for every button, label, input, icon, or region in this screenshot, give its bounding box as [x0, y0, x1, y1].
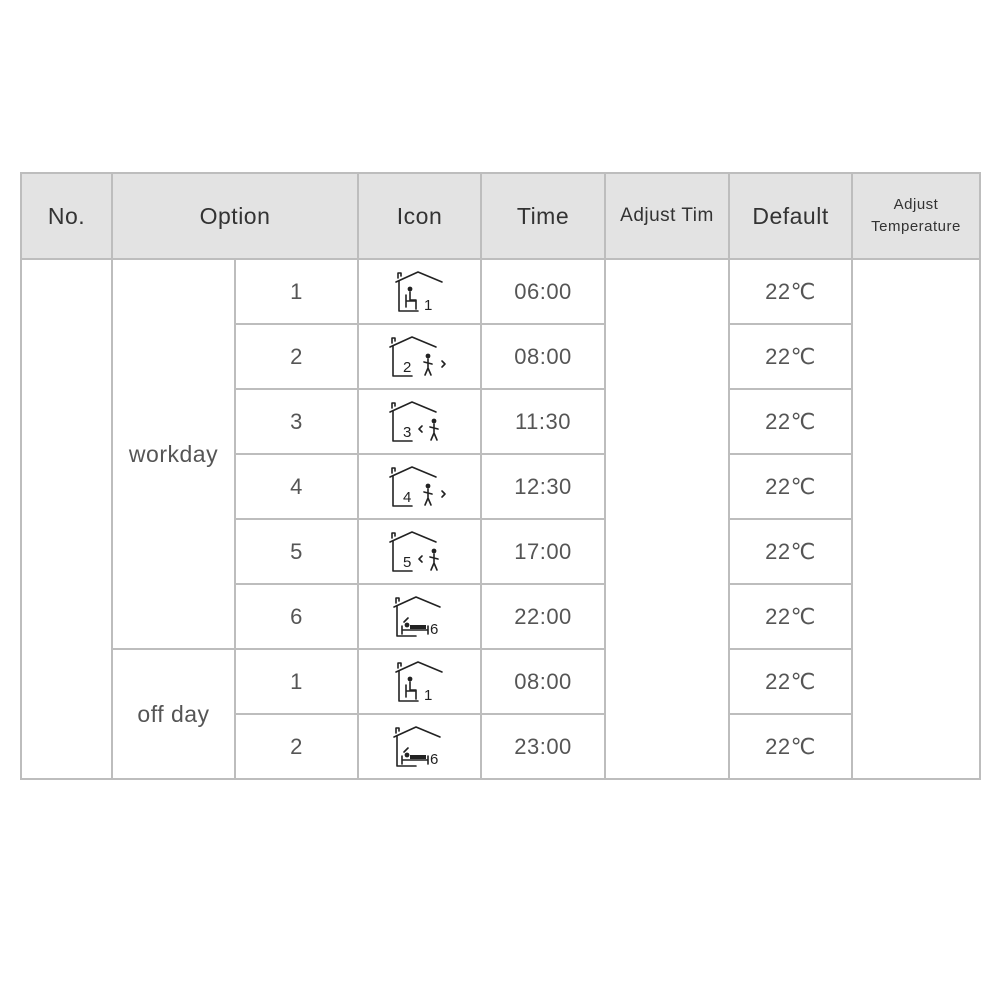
icon-cell — [358, 324, 481, 389]
time-cell: 08:00 — [481, 324, 605, 389]
table-row — [21, 259, 980, 324]
header-option: Option — [112, 173, 358, 259]
sleep-icon — [392, 594, 448, 640]
schedule-table — [20, 172, 981, 780]
icon-number: 5 — [402, 553, 412, 571]
icon-cell — [358, 389, 481, 454]
home-sitting-icon — [394, 269, 446, 315]
header-no: No. — [21, 173, 112, 259]
icon-number: 1 — [423, 296, 433, 314]
option-cell: 1 — [235, 649, 358, 714]
icon-cell — [358, 584, 481, 649]
group-workday: workday — [112, 259, 235, 649]
adjust-temperature-cell — [852, 259, 980, 779]
default-temp-cell: 22℃ — [729, 714, 852, 779]
sleep-icon — [392, 724, 448, 770]
time-cell: 11:30 — [481, 389, 605, 454]
option-cell: 3 — [235, 389, 358, 454]
default-temp-cell: 22℃ — [729, 389, 852, 454]
option-cell: 2 — [235, 324, 358, 389]
header-adjust-temperature — [852, 173, 980, 259]
icon-number: 1 — [423, 686, 433, 704]
option-cell: 4 — [235, 454, 358, 519]
header-adjust-time: Adjust Tim — [605, 173, 729, 259]
header-row — [21, 173, 980, 259]
return-home-icon — [388, 399, 452, 445]
icon-number: 3 — [402, 423, 412, 441]
option-cell: 2 — [235, 714, 358, 779]
time-cell: 08:00 — [481, 649, 605, 714]
leave-home-icon — [388, 334, 452, 380]
return-home-icon — [388, 529, 452, 575]
home-sitting-icon — [394, 659, 446, 705]
header-default: Default — [729, 173, 852, 259]
default-temp-cell: 22℃ — [729, 454, 852, 519]
default-temp-cell: 22℃ — [729, 649, 852, 714]
adjust-time-cell — [605, 259, 729, 779]
leave-home-icon — [388, 464, 452, 510]
header-adjust-temperature-line2: Temperature — [871, 218, 961, 235]
time-cell: 23:00 — [481, 714, 605, 779]
table-row — [21, 649, 980, 714]
no-cell — [21, 259, 112, 779]
time-cell: 06:00 — [481, 259, 605, 324]
icon-cell — [358, 649, 481, 714]
icon-number: 2 — [402, 358, 412, 376]
icon-cell — [358, 714, 481, 779]
icon-cell — [358, 259, 481, 324]
icon-number: 6 — [429, 750, 439, 768]
header-icon: Icon — [358, 173, 481, 259]
icon-cell — [358, 454, 481, 519]
default-temp-cell: 22℃ — [729, 259, 852, 324]
header-time: Time — [481, 173, 605, 259]
default-temp-cell: 22℃ — [729, 519, 852, 584]
time-cell: 17:00 — [481, 519, 605, 584]
option-cell: 6 — [235, 584, 358, 649]
default-temp-cell: 22℃ — [729, 584, 852, 649]
time-cell: 22:00 — [481, 584, 605, 649]
icon-cell — [358, 519, 481, 584]
group-offday: off day — [112, 649, 235, 779]
schedule-table-container — [20, 172, 981, 780]
header-adjust-temperature-line1: Adjust — [893, 196, 939, 213]
default-temp-cell: 22℃ — [729, 324, 852, 389]
option-cell: 5 — [235, 519, 358, 584]
icon-number: 4 — [402, 488, 412, 506]
icon-number: 6 — [429, 620, 439, 638]
option-cell: 1 — [235, 259, 358, 324]
time-cell: 12:30 — [481, 454, 605, 519]
